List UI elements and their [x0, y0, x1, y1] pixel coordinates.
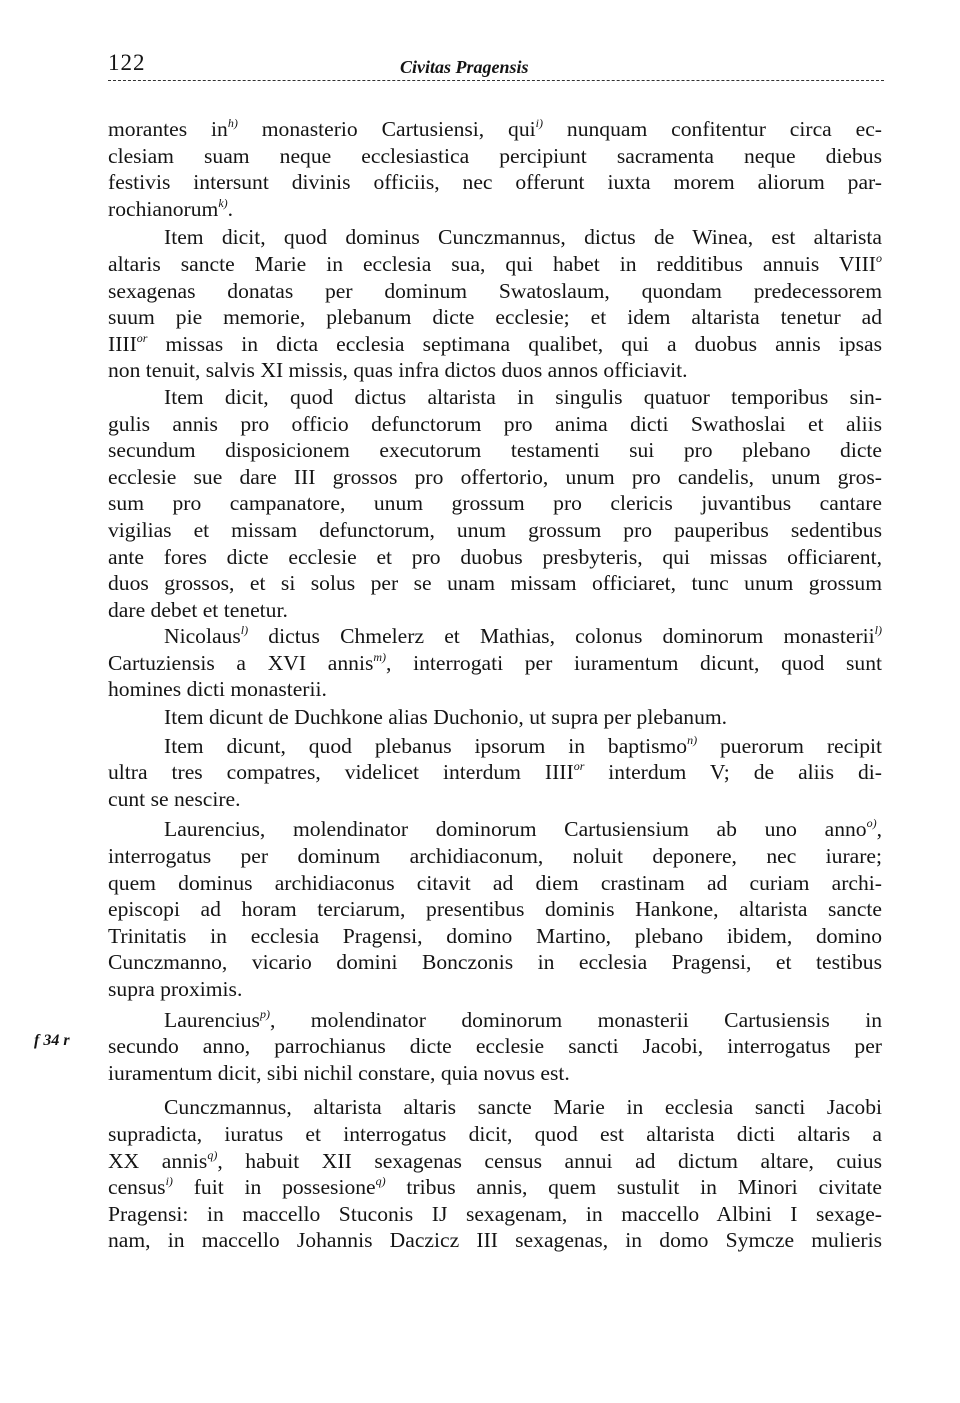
text-segment: Cunczmanno, vicario domini Bonczonis in ecclesia Pragensi, et testibus: [108, 950, 882, 975]
text-segment: vigilias et missam defunctorum, unum grossum pro pauperibus sedentibus: [108, 517, 882, 542]
text-segment: Laurencius, molendinator dominorum Cartusiensium ab uno anno: [164, 817, 867, 842]
text-segment: interrogatus per dominum archidiaconum, noluit deponere, nec iurare;: [108, 844, 882, 869]
text-segment: sexagenas donatas per dominum Swatoslaum, quondam predecessorem: [108, 278, 882, 303]
footnote-marker: n): [687, 732, 698, 747]
text-segment: Item dicunt, quod plebanus ipsorum in baptismo: [164, 733, 688, 758]
page-number: 122: [108, 50, 146, 75]
margin-folio-note: f 34 r: [34, 1032, 70, 1049]
text-line: [108, 251, 882, 278]
text-segment: IIII: [108, 331, 137, 356]
text-line: [108, 759, 882, 786]
running-title: Civitas Pragensis: [400, 57, 529, 77]
text-line: [108, 169, 882, 196]
text-line: [108, 224, 882, 251]
text-segment: supra proximis.: [108, 977, 243, 1001]
footnote-marker: o: [876, 250, 882, 265]
text-segment: Item dicunt de Duchkone alias Duchonio, ut supra per plebanum.: [164, 705, 728, 730]
running-header: [108, 50, 884, 81]
text-line: [108, 357, 882, 384]
text-segment: altaris sancte Marie in ecclesia sua, qui habet in redditibus annuis VIII: [108, 251, 876, 276]
text-segment: episcopi ad horam terciarum, presentibus dominis Hankone, altarista sancte: [108, 897, 882, 922]
text-segment: , molendinator dominorum monasterii Cartusiensis in: [269, 1007, 882, 1032]
footnote-marker: l): [240, 623, 249, 638]
text-segment: quem dominus archidiaconus citavit ad diem crastinam ad curiam archi-: [108, 870, 882, 895]
footnote-marker: p): [259, 1006, 270, 1021]
text-segment: Nicolaus: [164, 624, 241, 649]
text-line: [108, 1121, 882, 1148]
text-segment: morantes in: [108, 117, 228, 141]
text-segment: missas in dicta ecclesia septimana qualibet, qui a duobus annis ipsas: [147, 331, 882, 356]
text-line: [108, 650, 882, 677]
text-line: [108, 1174, 882, 1201]
text-segment: sum pro campanatore, unum grossum pro clericis juvantibus cantare: [108, 491, 882, 516]
text-segment: census: [108, 1175, 166, 1200]
text-line: [108, 384, 882, 411]
footnote-marker: i): [535, 116, 543, 130]
text-segment: tribus annis, quem sustulit in Minori civitate: [385, 1175, 883, 1200]
text-segment: cunt se nescire.: [108, 786, 241, 811]
text-line: [108, 923, 882, 950]
text-line: [108, 870, 882, 897]
text-segment: ,: [876, 817, 882, 842]
text-line: [108, 786, 882, 813]
text-line: [108, 464, 882, 491]
footnote-marker: i): [165, 1174, 173, 1189]
text-segment: suum pie memorie, plebanum dicte ecclesie; et idem altarista tenetur ad: [108, 305, 882, 330]
text-line: [108, 116, 882, 143]
text-line: [108, 1060, 882, 1087]
text-segment: secundo anno, parrochianus dicte ecclesie sancti Jacobi, interrogatus per: [108, 1034, 882, 1059]
text-line: [108, 843, 882, 870]
text-line: [108, 896, 882, 923]
text-segment: festivis intersunt divinis officiis, nec offerunt iuxta morem aliorum par-: [108, 170, 882, 195]
footnote-marker: l): [874, 623, 882, 638]
text-segment: dare debet et tenetur.: [108, 597, 288, 622]
footnote-marker: or: [136, 330, 148, 345]
text-line: [108, 623, 882, 650]
text-segment: rochianorum: [108, 196, 219, 221]
text-segment: Pragensi: in maccello Stuconis IJ sexagenam, in maccello Albini I sexage-: [108, 1201, 882, 1226]
text-segment: ultra tres compatres, videlicet interdum IIII: [108, 760, 574, 785]
text-line: [108, 437, 882, 464]
body-text: [108, 116, 882, 1254]
text-segment: Item dicit, quod dominus Cunczmannus, dictus de Winea, est altarista: [164, 225, 882, 250]
text-line: [108, 976, 882, 1003]
text-line: [108, 490, 882, 517]
text-segment: , interrogati per iuramentum dicunt, quod sunt: [386, 650, 882, 675]
text-segment: supradicta, iuratus et interrogatus dicit, quod est altarista dicti altaris a: [108, 1121, 882, 1146]
footnote-marker: h): [227, 116, 238, 130]
text-segment: , habuit XII sexagenas census annui ad dictum altare, cuius: [217, 1148, 882, 1173]
text-segment: XX annis: [108, 1148, 208, 1173]
footnote-marker: o): [866, 816, 877, 831]
text-line: [108, 949, 882, 976]
text-line: [108, 1227, 882, 1254]
text-line: [108, 1033, 882, 1060]
text-line: [108, 517, 882, 544]
text-segment: puerorum recipit: [697, 733, 882, 758]
text-line: [108, 143, 882, 170]
text-line: [108, 816, 882, 843]
text-segment: fuit in possesione: [172, 1175, 376, 1200]
text-line: [108, 570, 882, 597]
text-segment: interdum V; de aliis di-: [584, 760, 882, 785]
text-line: [108, 1007, 882, 1034]
text-segment: nunquam confitentur circa ec-: [543, 117, 882, 141]
text-segment: Cunczmannus, altarista altaris sancte Marie in ecclesia sancti Jacobi: [164, 1095, 882, 1120]
text-segment: Trinitatis in ecclesia Pragensi, domino Martino, plebano ibidem, domino: [108, 923, 882, 948]
text-line: [108, 411, 882, 438]
text-line: [108, 597, 882, 624]
text-line: [108, 1094, 882, 1121]
footnote-marker: q): [375, 1174, 386, 1189]
text-segment: gulis annis pro officio defunctorum pro anima dicti Swathoslai et aliis: [108, 411, 882, 436]
text-segment: Item dicit, quod dictus altarista in singulis quatuor temporibus sin-: [164, 384, 882, 409]
footnote-marker: k): [218, 195, 228, 210]
text-line: [108, 304, 882, 331]
text-line: [108, 1201, 882, 1228]
text-line: [108, 196, 882, 223]
footnote-marker: or: [573, 759, 585, 774]
footnote-marker: q): [207, 1147, 218, 1162]
text-segment: dictus Chmelerz et Mathias, colonus dominorum monasterii: [248, 624, 875, 649]
text-segment: Cartuziensis a XVI annis: [108, 650, 374, 675]
text-line: [108, 331, 882, 358]
text-line: [108, 278, 882, 305]
text-segment: .: [227, 196, 234, 221]
footnote-marker: m): [373, 649, 387, 664]
text-segment: secundum disposicionem executorum testamenti sui pro plebano dicte: [108, 438, 882, 463]
text-segment: homines dicti monasterii.: [108, 677, 327, 702]
text-line: [108, 544, 882, 571]
text-segment: non tenuit, salvis XI missis, quas infra dictos duos annos officiavit.: [108, 358, 688, 383]
text-line: [108, 733, 882, 760]
text-segment: monasterio Cartusiensi, qui: [237, 117, 536, 141]
text-segment: iuramentum dicit, sibi nichil constare, quia novus est.: [108, 1060, 570, 1085]
text-segment: ante fores dicte ecclesie et pro duobus presbyteris, qui missas officiarent,: [108, 544, 882, 569]
text-segment: Laurencius: [164, 1007, 260, 1032]
text-line: [108, 1148, 882, 1175]
text-segment: clesiam suam neque ecclesiastica percipiunt sacramenta neque diebus: [108, 143, 882, 168]
text-segment: ecclesie sue dare III grossos pro offertorio, unum pro candelis, unum gros-: [108, 464, 882, 489]
text-segment: duos grossos, et si solus per se unam missam officiaret, tunc unum grossum: [108, 571, 882, 596]
text-segment: nam, in maccello Johannis Daczicz III sexagenas, in domo Symcze mulieris: [108, 1228, 882, 1253]
text-line: [108, 704, 882, 731]
text-line: [108, 676, 882, 703]
